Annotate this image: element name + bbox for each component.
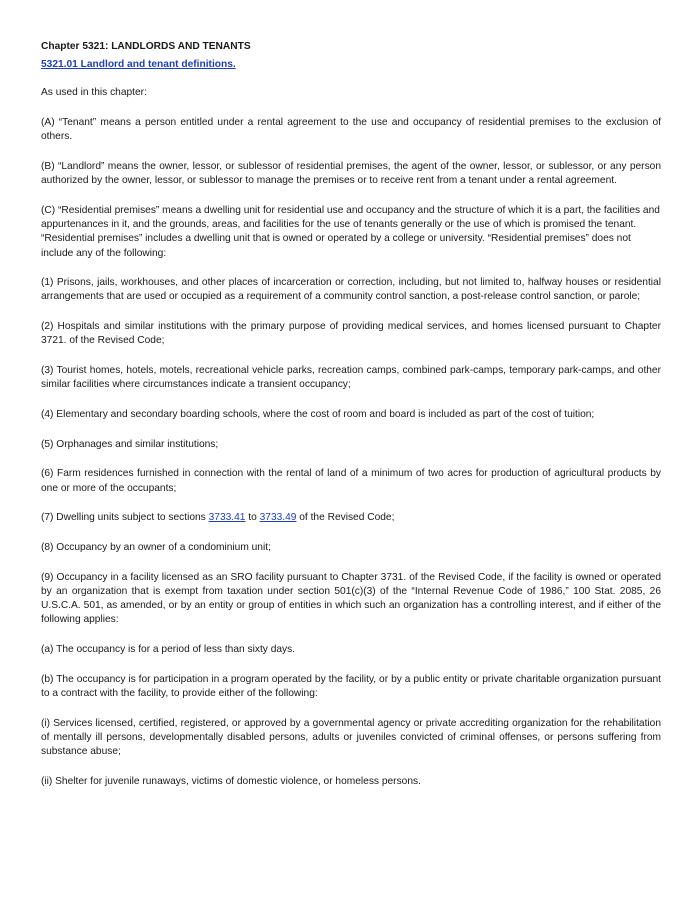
exclusion-item-3: (3) Tourist homes, hotels, motels, recreational vehicle parks, recreation camps, combined park-camps, temporary park-camps, and other similar facilities where circumstances indicate a transient occupancy;: [41, 365, 661, 391]
link-3733-41[interactable]: 3733.41: [208, 512, 246, 524]
section-link[interactable]: 5321.01 Landlord and tenant definitions.: [41, 59, 236, 71]
exclusion-item-2: (2) Hospitals and similar institutions with the primary purpose of providing medical services, and homes licensed pursuant to Chapter 3721. of the Revised Code;: [41, 321, 661, 347]
definition-landlord: (B) “Landlord” means the owner, lessor, or sublessor of residential premises, the agent of the owner, lessor, or sublessor, or any person authorized by the owner, lessor, or sublessor to manage the premises or to receive rent from a tenant under a rental agreement.: [41, 161, 661, 187]
document-page: [41, 40, 661, 804]
exclusion-item-5: (5) Orphanages and similar institutions;: [41, 438, 219, 450]
exclusion-item-4: (4) Elementary and secondary boarding schools, where the cost of room and board is included as part of the cost of tuition;: [41, 408, 595, 420]
exclusion-item-1: (1) Prisons, jails, workhouses, and other places of incarceration or correction, including, but not limited to, halfway houses or residential arrangements that are used or occupied as a requirement of a community control sanction, a post-release control sanction, or parole;: [41, 277, 661, 303]
link-3733-49[interactable]: 3733.49: [259, 512, 297, 524]
definition-tenant: (A) “Tenant” means a person entitled under a rental agreement to the use and occupancy of residential premises to the exclusion of others.: [41, 117, 661, 143]
exclusion-item-9: (9) Occupancy in a facility licensed as an SRO facility pursuant to Chapter 3731. of the Revised Code, if the facility is owned or operated by an organization that is exempt from taxation under section 501(c)(3) of the “Internal Revenue Code of 1986,” 100 Stat. 2085, 26 U.S.C.A. 501, as amended, or by an entity or group of entities in which such an organization has a controlling interest, and if either of the following applies:: [41, 571, 661, 626]
exclusion-item-8: (8) Occupancy by an owner of a condominium unit;: [41, 541, 271, 553]
item-7-suffix: of the Revised Code;: [296, 512, 395, 524]
sub-item-i: (i) Services licensed, certified, registered, or approved by a governmental agency or private accrediting organization for the rehabilitation of mentally ill persons, developmentally disabled persons, adults or juveniles convicted of criminal offenses, or persons suffering from substance abuse;: [41, 717, 661, 757]
intro-text: As used in this chapter:: [41, 87, 147, 99]
item-7-prefix: (7) Dwelling units subject to sections: [41, 512, 209, 524]
item-7-middle: to: [245, 512, 260, 524]
sub-item-ii: (ii) Shelter for juvenile runaways, victims of domestic violence, or homeless persons.: [41, 775, 421, 787]
sub-item-a: (a) The occupancy is for a period of less than sixty days.: [41, 643, 296, 655]
chapter-title: Chapter 5321: LANDLORDS AND TENANTS: [41, 41, 251, 52]
sub-item-b: (b) The occupancy is for participation in a program operated by the facility, or by a public entity or private charitable organization pursuant to a contract with the facility, to provide either of the following:: [41, 673, 661, 699]
exclusion-item-6: (6) Farm residences furnished in connection with the rental of land of a minimum of two acres for production of agricultural products by one or more of the occupants;: [41, 468, 661, 494]
definition-residential-premises: (C) “Residential premises” means a dwelling unit for residential use and occupancy and the structure of which it is a part, the facilities and appurtenances in it, and the grounds, areas, and facilities for the use of tenants generally or the use of which is promised the tenant. “Residential premises” includes a dwelling unit that is owned or operated by a college or university. “Residential premises” does not include any of the following:: [41, 204, 660, 259]
exclusion-item-7: [41, 511, 661, 525]
